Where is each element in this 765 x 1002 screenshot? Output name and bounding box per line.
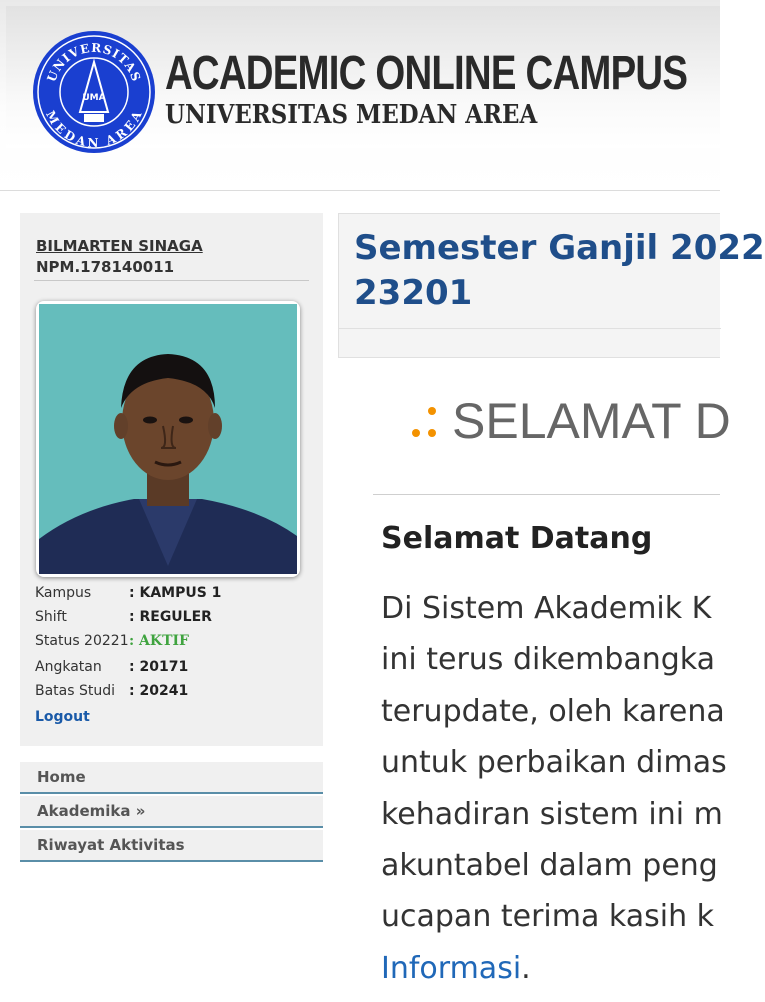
student-npm: NPM.178140011 bbox=[36, 258, 175, 276]
semester-panel bbox=[338, 213, 765, 358]
welcome-paragraph: Di Sistem Akademik K ini terus dikembangka terupdate, oleh karena untuk perbaikan dimas kehadiran sistem ini m akuntabel dalam peng ucapan terima kasih k Informasi. bbox=[381, 583, 720, 994]
svg-text:MEDAN AREA: MEDAN AREA bbox=[43, 108, 145, 150]
informasi-link[interactable]: Informasi bbox=[381, 950, 522, 986]
semester-divider bbox=[339, 328, 721, 329]
site-header bbox=[0, 0, 720, 191]
orange-dots-icon bbox=[410, 403, 440, 443]
info-line: Informasi. bbox=[381, 950, 531, 986]
field-kampus: Kampus : KAMPUS 1 bbox=[35, 585, 222, 601]
student-name-link[interactable]: BILMARTEN SINAGA bbox=[36, 237, 203, 255]
menu-item-akademika[interactable]: Akademika » bbox=[20, 796, 323, 828]
menu-item-home[interactable]: Home bbox=[20, 762, 323, 794]
semester-title: Semester Ganjil 2022 23201 bbox=[354, 228, 765, 313]
field-batas-studi: Batas Studi : 20241 bbox=[35, 683, 189, 699]
logout-link[interactable]: Logout bbox=[35, 709, 90, 725]
svg-text:UNIVERSITAS: UNIVERSITAS bbox=[44, 40, 144, 84]
welcome-subheading: Selamat Datang bbox=[381, 521, 653, 556]
student-photo bbox=[36, 301, 300, 577]
field-angkatan: Angkatan : 20171 bbox=[35, 659, 189, 675]
site-title: ACADEMIC ONLINE CAMPUS bbox=[165, 47, 688, 100]
welcome-heading: SELAMAT D bbox=[452, 393, 731, 449]
university-logo-icon bbox=[32, 30, 156, 154]
field-shift: Shift : REGULER bbox=[35, 609, 212, 625]
side-menu bbox=[20, 762, 323, 864]
site-subtitle: UNIVERSITAS MEDAN AREA bbox=[165, 100, 538, 130]
menu-item-riwayat-aktivitas[interactable]: Riwayat Aktivitas bbox=[20, 830, 323, 862]
svg-text:UMA: UMA bbox=[82, 93, 106, 103]
welcome-divider bbox=[373, 494, 720, 495]
status-badge: : AKTIF bbox=[129, 633, 189, 649]
field-status: Status 20221: AKTIF bbox=[35, 633, 189, 649]
student-profile-panel bbox=[20, 213, 323, 746]
profile-divider bbox=[34, 280, 309, 281]
